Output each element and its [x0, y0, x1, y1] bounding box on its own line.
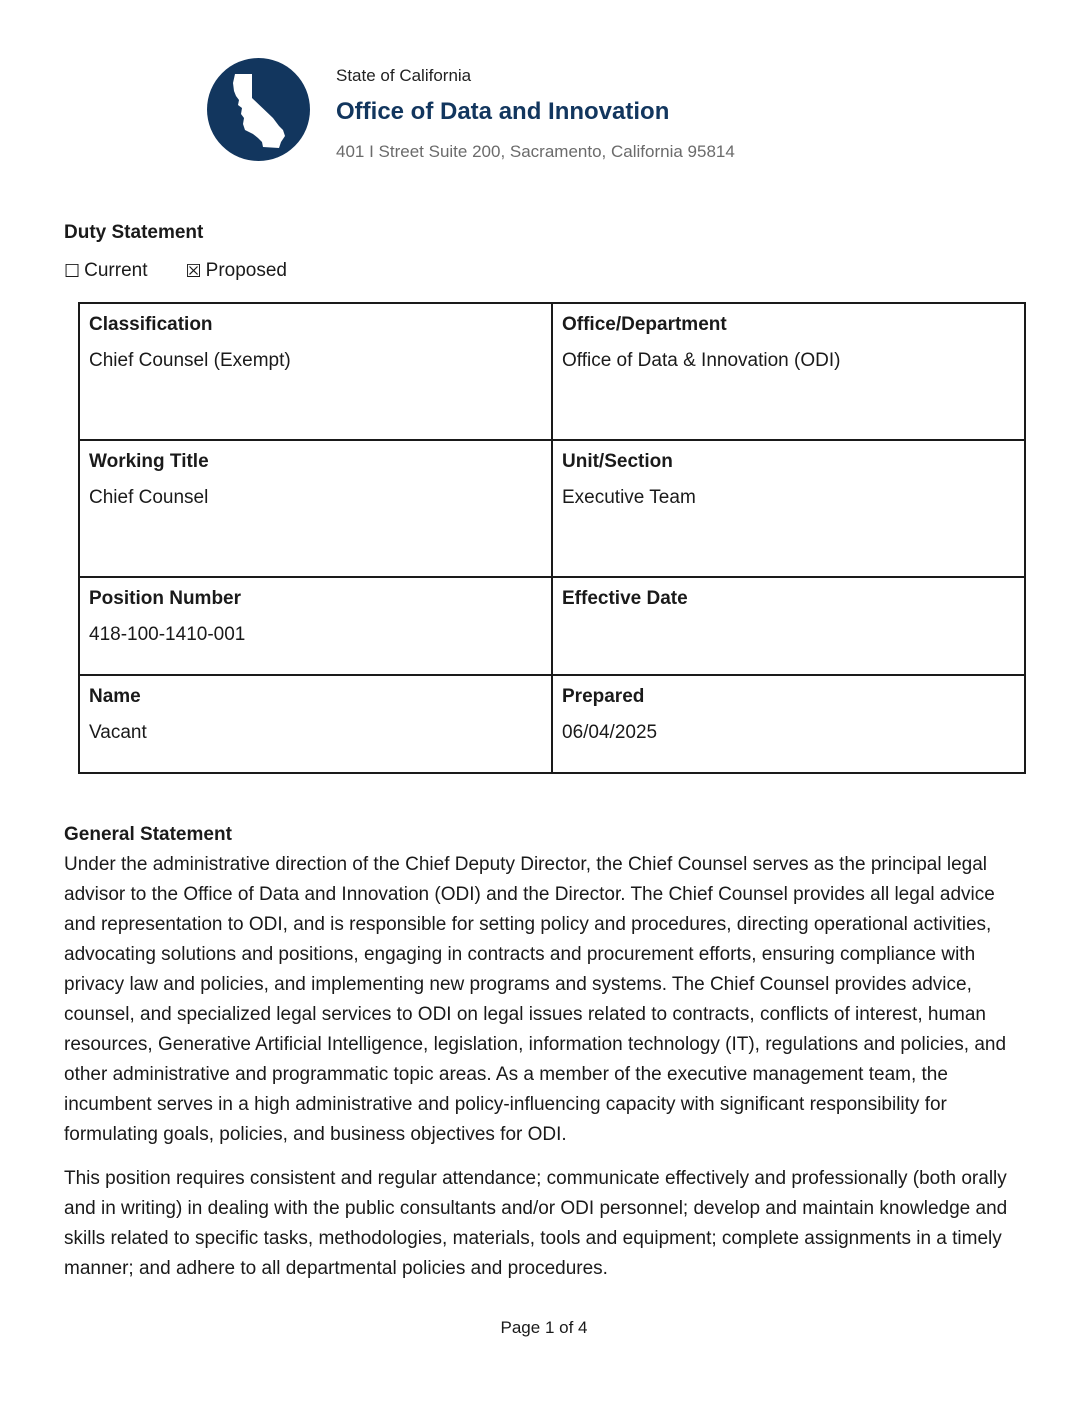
name-cell [79, 675, 552, 773]
proposed-label: Proposed [205, 260, 287, 281]
name-label: Name [89, 686, 141, 707]
office-title: Office of Data and Innovation [336, 98, 670, 125]
office-department-value: Office of Data & Innovation (ODI) [562, 350, 841, 371]
general-statement-paragraph-2: This position requires consistent and regular attendance; communicate effectively and professionally (both orally and in writing) in dealing with the public consultants and/or ODI personnel; develop and maintain knowledge and skills related to specific tasks, methodologies, materials, tools and equipment; complete assignments in a timely manner; and adhere to all departmental policies and procedures. [64, 1168, 1008, 1279]
working-title-label: Working Title [89, 451, 209, 472]
unchecked-box-icon: ☐ [64, 260, 81, 282]
page-number: Page 1 of 4 [500, 1318, 588, 1337]
general-statement-paragraph-1: Under the administrative direction of the Chief Deputy Director, the Chief Counsel serves as the principal legal advisor to the Office of Data and Innovation (ODI) and the Director. The Chief Counsel provides all legal advice and representation to ODI, and is responsible for setting policy and procedures, directing operational activities, advocating solutions and positions, engaging in contracts and procurement efforts, ensuring compliance with privacy law and policies, and implementing new programs and systems. The Chief Counsel provides advice, counsel, and specialized legal services to ODI on legal issues related to contracts, conflicts of interest, human resources, Generative Artificial Intelligence, legislation, information technology (IT), regulations and policies, and other administrative and programmatic topic areas. As a member of the executive management team, the incumbent serves in a high administrative and policy-influencing capacity with significant responsibility for formulating goals, policies, and business objectives for ODI. [64, 854, 1007, 1145]
proposed-checkbox[interactable] [186, 260, 287, 282]
working-title-cell [79, 440, 552, 577]
working-title-value: Chief Counsel [89, 487, 209, 508]
unit-section-label: Unit/Section [562, 451, 673, 472]
general-statement-title: General Statement [64, 824, 232, 845]
position-number-label: Position Number [89, 588, 242, 609]
unit-section-value: Executive Team [562, 487, 696, 508]
name-value: Vacant [89, 722, 147, 743]
current-checkbox[interactable] [64, 260, 148, 282]
position-number-cell [79, 577, 552, 675]
effective-date-cell [552, 577, 1025, 675]
classification-label: Classification [89, 314, 213, 335]
unit-section-cell [552, 440, 1025, 577]
position-info-table [78, 302, 1026, 774]
prepared-cell [552, 675, 1025, 773]
duty-statement-title: Duty Statement [64, 222, 204, 243]
office-department-label: Office/Department [562, 314, 727, 335]
state-name: State of California [336, 66, 472, 85]
california-logo [207, 58, 310, 161]
classification-value: Chief Counsel (Exempt) [89, 350, 291, 371]
position-number-value: 418-100-1410-001 [89, 624, 246, 645]
prepared-value: 06/04/2025 [562, 722, 658, 743]
prepared-label: Prepared [562, 686, 645, 707]
office-address: 401 I Street Suite 200, Sacramento, California 95814 [336, 142, 735, 161]
checked-box-icon: ☒ [185, 260, 202, 282]
office-department-cell [552, 303, 1025, 440]
classification-cell [79, 303, 552, 440]
california-map-icon [207, 58, 310, 161]
current-label: Current [84, 260, 148, 281]
effective-date-label: Effective Date [562, 588, 688, 609]
status-checkboxes [64, 260, 287, 282]
